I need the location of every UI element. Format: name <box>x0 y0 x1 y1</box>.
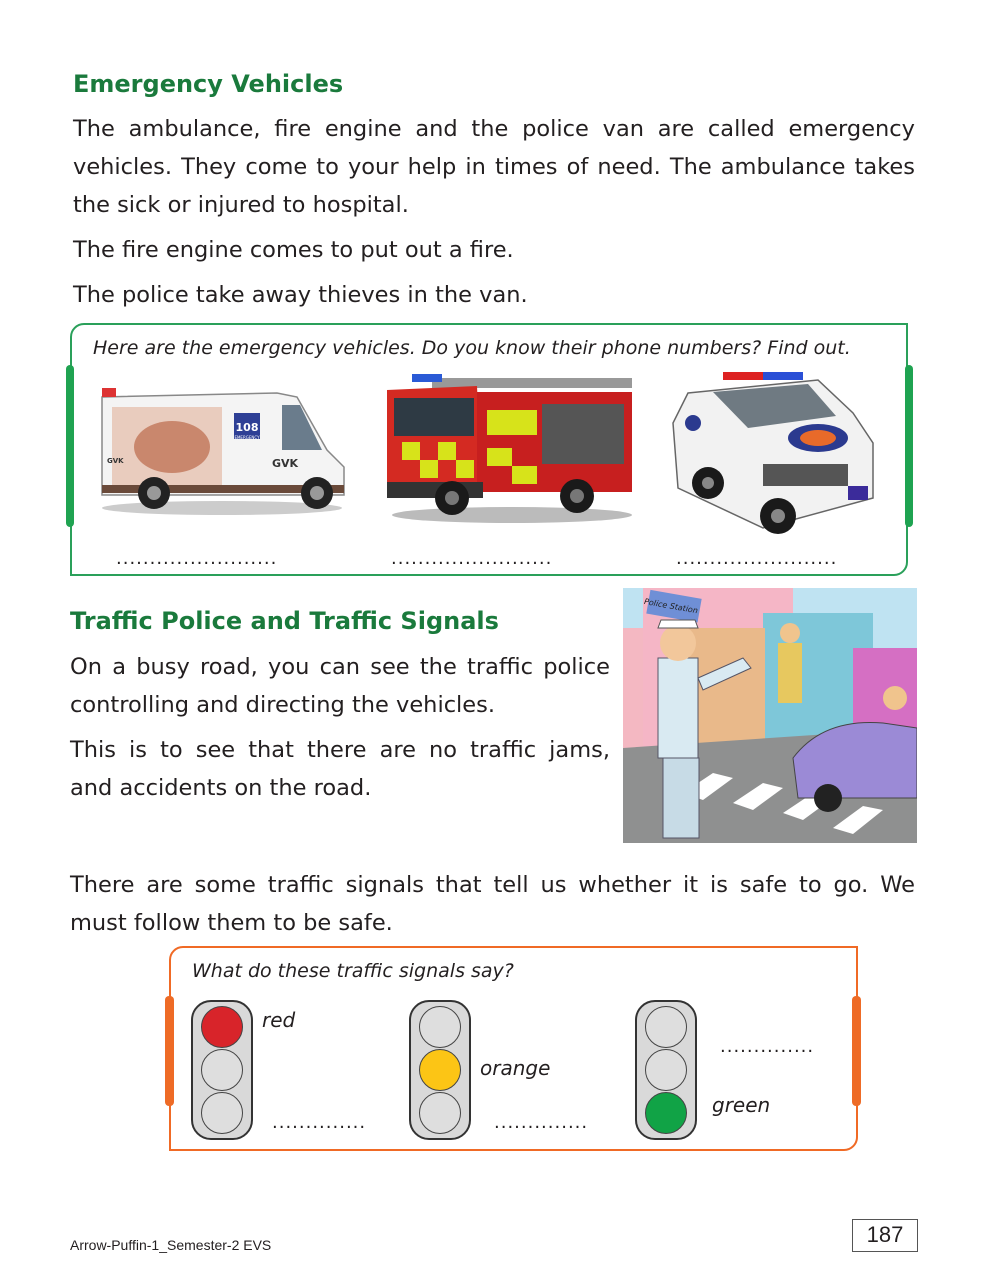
signal-lamp-off <box>201 1049 243 1091</box>
traffic-police-illustration <box>623 588 917 843</box>
section-heading-emergency-vehicles: Emergency Vehicles <box>73 70 344 98</box>
paragraph-police: The police take away thieves in the van. <box>73 282 528 308</box>
ambulance-image <box>92 375 350 520</box>
paragraph-line: vehicles. They come to your help in times of need. The ambulance takes <box>73 154 915 180</box>
box-tab-left <box>66 365 74 527</box>
police-car-image <box>668 368 878 538</box>
signal-label-green: green <box>712 1093 771 1117</box>
ambulance-badge-sub: EMERGENCY <box>234 435 260 440</box>
paragraph-line: There are some traffic signals that tell us whether it is safe to go. We <box>70 872 915 898</box>
activity-prompt: Here are the emergency vehicles. Do you know their phone numbers? Find out. <box>93 337 851 359</box>
signal-lamp-off <box>419 1006 461 1048</box>
answer-blank-red[interactable]: .............. <box>272 1112 367 1133</box>
answer-blank-fire-engine[interactable]: ........................ <box>391 548 553 569</box>
signal-lamp-red-on <box>201 1006 243 1048</box>
page-number: 187 <box>852 1219 918 1252</box>
paragraph-line: the sick or injured to hospital. <box>73 192 409 218</box>
traffic-signal-green <box>635 1000 697 1140</box>
answer-blank-police-car[interactable]: ........................ <box>676 548 838 569</box>
section-heading-traffic-police: Traffic Police and Traffic Signals <box>70 607 499 635</box>
signal-lamp-off <box>419 1092 461 1134</box>
signal-lamp-off <box>645 1006 687 1048</box>
box-tab-right <box>852 996 861 1106</box>
signal-lamp-off <box>201 1092 243 1134</box>
answer-blank-ambulance[interactable]: ........................ <box>116 548 278 569</box>
signal-label-red: red <box>262 1008 296 1032</box>
box-tab-left <box>165 996 174 1106</box>
signal-lamp-green-on <box>645 1092 687 1134</box>
paragraph-line: must follow them to be safe. <box>70 910 393 936</box>
paragraph-line: controlling and directing the vehicles. <box>70 692 496 718</box>
ambulance-badge-number: 108 <box>235 421 259 434</box>
signal-label-orange: orange <box>480 1056 551 1080</box>
signal-lamp-off <box>645 1049 687 1091</box>
fire-engine-image <box>382 370 640 526</box>
paragraph-fire-engine: The fire engine comes to put out a fire. <box>73 237 514 263</box>
police-station-sign: Police Station <box>643 596 699 616</box>
answer-blank-green[interactable]: .............. <box>720 1036 815 1057</box>
traffic-signal-orange <box>409 1000 471 1140</box>
paragraph-line: On a busy road, you can see the traffic police <box>70 654 610 680</box>
paragraph-line: This is to see that there are no traffic jams, <box>70 737 610 763</box>
traffic-signal-red <box>191 1000 253 1140</box>
box-tab-right <box>905 365 913 527</box>
ambulance-brand-side: GVK <box>107 457 124 465</box>
signal-lamp-orange-on <box>419 1049 461 1091</box>
paragraph-line: and accidents on the road. <box>70 775 372 801</box>
ambulance-brand-door: GVK <box>272 457 299 470</box>
paragraph-line: The ambulance, fire engine and the police van are called emergency <box>73 116 915 142</box>
activity-prompt: What do these traffic signals say? <box>192 960 514 982</box>
footer-book-title: Arrow-Puffin-1_Semester-2 EVS <box>70 1237 272 1253</box>
answer-blank-orange[interactable]: .............. <box>494 1112 589 1133</box>
